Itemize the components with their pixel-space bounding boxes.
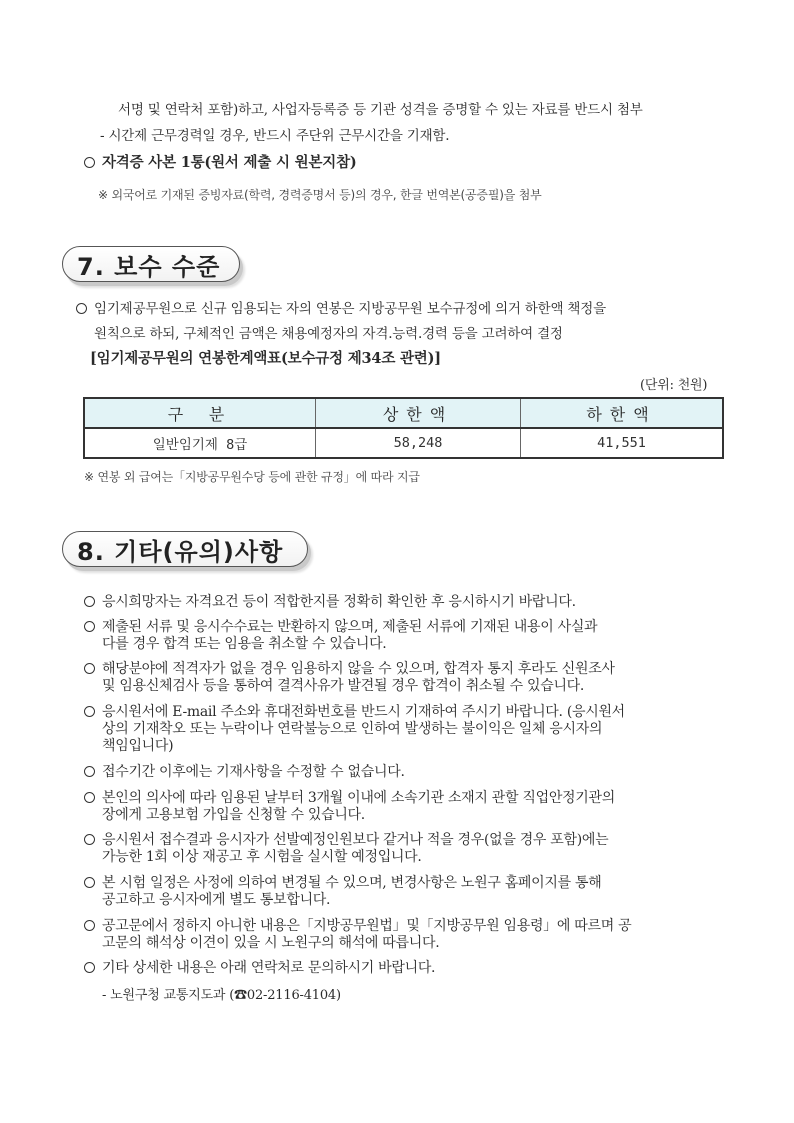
circle-bullet-icon (84, 792, 95, 803)
salary-paragraph-line1: 임기제공무원으로 신규 임용되는 자의 연봉은 지방공무원 보수규정에 의거 하한액 책정을 (76, 300, 606, 318)
table-header-row (84, 398, 723, 428)
notice-item-5: 접수기간 이후에는 기재사항을 수정할 수 없습니다. (84, 764, 744, 781)
contact-phone: 02-2116-4104 (246, 988, 337, 1003)
continuation-dash-line: - 시간제 근무경력일 경우, 반드시 주단위 근무시간을 기재함. (100, 128, 450, 144)
salary-limit-table (83, 397, 724, 459)
translation-note: ※ 외국어로 기재된 증빙자료(학력, 경력증명서 등)의 경우, 한글 번역본(공증필)을 첨부 (98, 188, 542, 202)
circle-bullet-icon (84, 920, 95, 931)
cell-category: 일반임기제 8급 (84, 428, 316, 458)
qualification-bullet: 자격증 사본 1통(원서 제출 시 원본지참) (84, 154, 357, 172)
circle-bullet-icon (84, 663, 95, 674)
notice-item-7: 응시원서 접수결과 응시자가 선발예정인원보다 같거나 적을 경우(없을 경우 포함)에는 가능한 1회 이상 재공고 후 시험을 실시할 예정입니다. (84, 832, 744, 866)
circle-bullet-icon (76, 303, 87, 314)
notice-item-9: 공고문에서 정하지 아니한 내용은「지방공무원법」및「지방공무원 임용령」에 따르며 공 고문의 해석상 이견이 있을 시 노원구의 해석에 따릅니다. (84, 918, 744, 952)
table-row (84, 428, 723, 458)
contact-line: - 노원구청 교통지도과 (☎02-2116-4104) (102, 988, 341, 1003)
circle-bullet-icon (84, 706, 95, 717)
circle-bullet-icon (84, 834, 95, 845)
header-category: 구 분 (84, 398, 316, 428)
circle-bullet-icon (84, 596, 95, 607)
phone-icon: ☎ (234, 988, 247, 1003)
section-8-heading: 8. 기타(유의)사항 (62, 531, 308, 567)
circle-bullet-icon (84, 877, 95, 888)
salary-footnote: ※ 연봉 외 급여는「지방공무원수당 등에 관한 규정」에 따라 지급 (84, 470, 420, 484)
notice-item-8: 본 시험 일정은 사정에 의하여 변경될 수 있으며, 변경사항은 노원구 홈페이지를 통해 공고하고 응시자에게 별도 통보합니다. (84, 875, 744, 909)
cell-lower-limit: 41,551 (521, 428, 724, 458)
notice-item-2: 제출된 서류 및 응시수수료는 반환하지 않으며, 제출된 서류에 기재된 내용이 사실과 다를 경우 합격 또는 임용을 취소할 수 있습니다. (84, 619, 744, 653)
circle-bullet-icon (84, 157, 95, 168)
unit-label: (단위: 천원) (640, 378, 708, 393)
notice-item-6: 본인의 의사에 따라 임용된 날부터 3개월 이내에 소속기관 소재지 관할 직업안정기관의 장에게 고용보험 가입을 신청할 수 있습니다. (84, 790, 744, 824)
notice-item-3: 해당분야에 적격자가 없을 경우 임용하지 않을 수 있으며, 합격자 통지 후라도 신원조사 및 임용신체검사 등을 통하여 결격사유가 발견될 경우 합격이 취소될 수 있습니다. (84, 661, 744, 695)
section-7-heading: 7. 보수 수준 (62, 246, 240, 282)
salary-paragraph-line2: 원칙으로 하되, 구체적인 금액은 채용예정자의 자격.능력.경력 등을 고려하여 결정 (94, 326, 563, 342)
salary-table-title: [임기제공무원의 연봉한계액표(보수규정 제34조 관련)] (90, 350, 441, 367)
cell-upper-limit: 58,248 (316, 428, 521, 458)
notice-item-4: 응시원서에 E-mail 주소와 휴대전화번호를 반드시 기재하여 주시기 바랍니다. (응시원서 상의 기재착오 또는 누락이나 연락불능으로 인하여 발생하는 불이익은 일체 응시자의 책임입니다) (84, 704, 744, 755)
circle-bullet-icon (84, 962, 95, 973)
header-lower-limit: 하한액 (521, 398, 724, 428)
continuation-line: 서명 및 연락처 포함)하고, 사업자등록증 등 기관 성격을 증명할 수 있는 자료를 반드시 첨부 (118, 102, 643, 118)
circle-bullet-icon (84, 621, 95, 632)
notice-item-10: 기타 상세한 내용은 아래 연락처로 문의하시기 바랍니다. (84, 960, 744, 977)
header-upper-limit: 상한액 (316, 398, 521, 428)
notice-item-1: 응시희망자는 자격요건 등이 적합한지를 정확히 확인한 후 응시하시기 바랍니다. (84, 594, 744, 611)
circle-bullet-icon (84, 766, 95, 777)
